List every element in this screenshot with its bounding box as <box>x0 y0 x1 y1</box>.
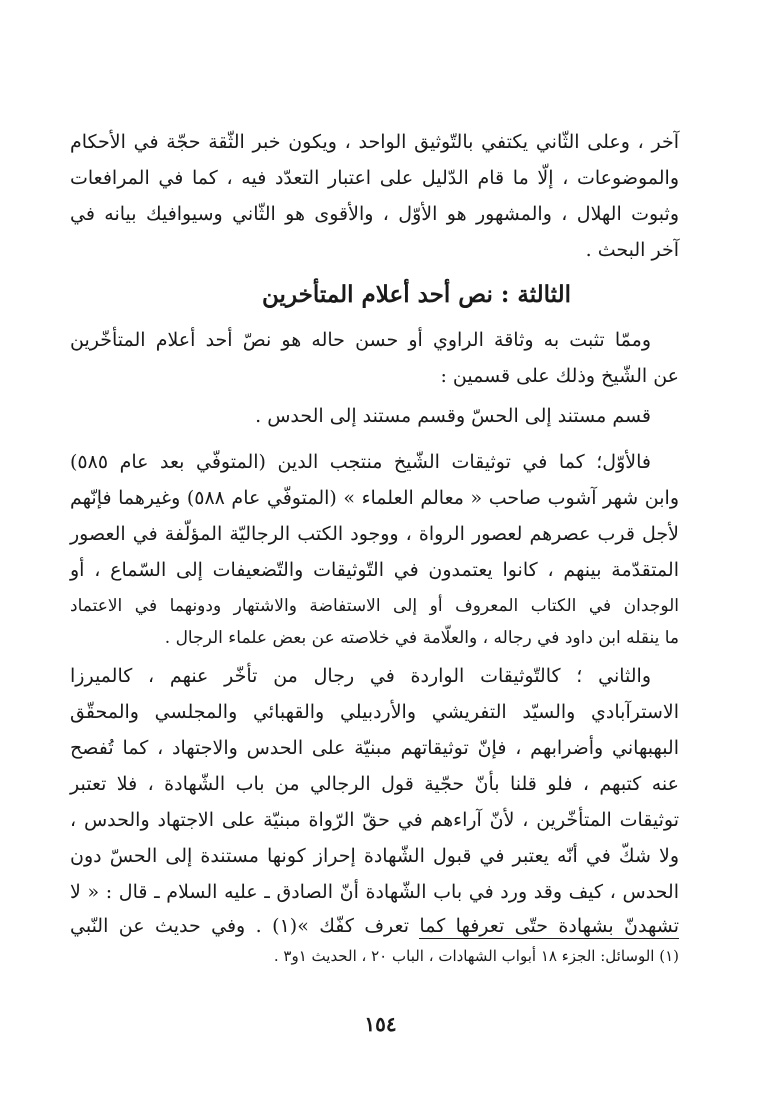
text-line: فالأوّل؛ كما في توثيقات الشّيخ منتجب الدين (المتوفّي بعد عام ٥٨٥) <box>70 451 651 473</box>
text-line: الحدس ، كيف وقد ورد في باب الشّهادة أنّ الصادق ـ عليه السلام ـ قال : « لا <box>70 881 679 903</box>
page-number: ١٥٤ <box>364 1012 397 1036</box>
text-line: آخر البحث . <box>585 239 679 261</box>
text-line: المتقدّمة بينهم ، كانوا يعتمدون في التّوثيقات والتّضعيفات إلى السّماع ، أو <box>70 559 679 581</box>
text-line: لأجل قرب عصرهم لعصور الرواة ، ووجود الكتب الرجاليّة المؤلّفة في العصور <box>70 523 679 545</box>
text-line: توثيقات المتأخّرين ، لأنّ آراءهم في حقّ الرّواة مبنيّة على الاجتهاد والحدس ، <box>70 809 679 831</box>
text-line: ولا شكّ في أنّه يعتبر في قبول الشّهادة إحراز كونها مستندة إلى الحسّ دون <box>70 845 679 867</box>
text-line: تشهدنّ بشهادة حتّى تعرفها كما تعرف كفّك »(١) . وفي حديث عن النّبي <box>70 915 679 937</box>
footnote-divider <box>419 938 679 939</box>
text-line: والثاني ؛ كالتّوثيقات الواردة في رجال من تأخّر عنهم ، كالميرزا <box>70 665 651 687</box>
text-line: ما ينقله ابن داود في رجاله ، والعلّامة في خلاصته عن بعض علماء الرجال . <box>164 628 679 648</box>
text-line: الوجدان في الكتاب المعروف أو إلى الاستفاضة والاشتهار ودونهما في الاعتماد <box>70 596 679 616</box>
text-line: وابن شهر آشوب صاحب « معالم العلماء » (المتوفّي عام ٥٨٨) وغيرهما فإنّهم <box>70 487 679 509</box>
section-heading: الثالثة : نص أحد أعلام المتأخرين <box>262 281 571 308</box>
text-line: عنه كتبهم ، فلو قلنا بأنّ حجّية قول الرجالي من باب الشّهادة ، فلا تعتبر <box>70 773 679 795</box>
text-line: والموضوعات ، إلّا ما قام الدّليل على اعتبار التعدّد فيه ، كما في المرافعات <box>70 167 679 189</box>
footnote: (١) الوسائل: الجزء ١٨ أبواب الشهادات ، الباب ٢٠ ، الحديث ١و٣ . <box>273 947 679 965</box>
text-line: البهبهاني وأضرابهم ، فإنّ توثيقاتهم مبنيّة على الحدس والاجتهاد ، كما تُفصح <box>70 737 679 759</box>
text-line: آخر ، وعلى الثّاني يكتفي بالتّوثيق الواحد ، ويكون خبر الثّقة حجّة في الأحكام <box>70 131 679 153</box>
text-line: الاسترآبادي والسيّد التفريشي والأردبيلي والقهبائي والمجلسي والمحقّق <box>70 701 679 723</box>
text-line: وممّا تثبت به وثاقة الراوي أو حسن حاله هو نصّ أحد أعلام المتأخّرين <box>70 329 651 351</box>
text-line: عن الشّيخ وذلك على قسمين : <box>440 365 679 387</box>
text-line: قسم مستند إلى الحسّ وقسم مستند إلى الحدس . <box>255 405 651 427</box>
text-line: وثبوت الهلال ، والمشهور هو الأوّل ، والأقوى هو الثّاني وسيوافيك بيانه في <box>70 203 679 225</box>
